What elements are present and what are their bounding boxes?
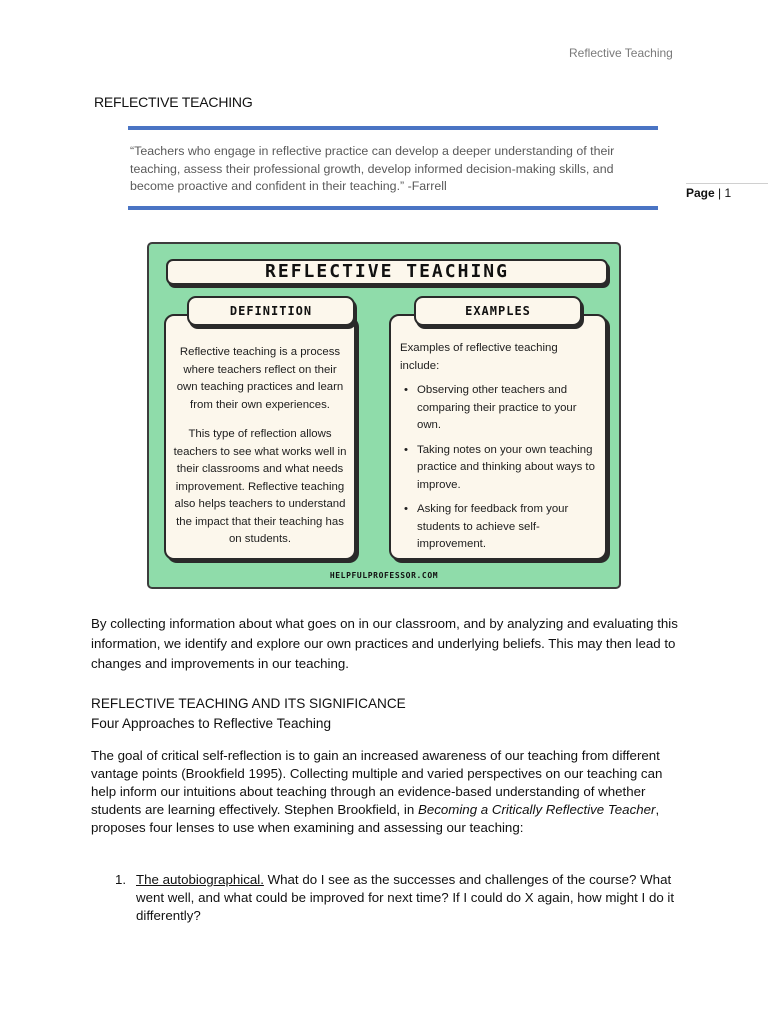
paragraph-text: The goal of critical self-reflection is to gain an increased awareness of our teaching from different vantage points (Brookfield 1995). Collecting multiple and varied perspectives on our teaching can help inform our intuitions about teaching through an evidence-based understanding of whether students are learning effectively. Stephen Brookfield, in — [91, 748, 663, 817]
paragraph-critical-self-reflection — [91, 747, 681, 837]
definition-panel — [164, 314, 356, 560]
list-item — [115, 871, 690, 925]
lens-title: The autobiographical. — [136, 872, 264, 887]
quote-block — [128, 126, 658, 210]
examples-list — [401, 382, 601, 561]
paragraph-collecting-information: By collecting information about what goes on in our classroom, and by analyzing and evaluating this information, we identify and explore our own practices and underlying beliefs. This may then lead to changes and improvements in our teaching. — [91, 616, 678, 671]
lens-text: What do I see as the successes and challenges of the course? What went well, and what could be improved for next time? If I could do X again, how might I do it differently? — [136, 872, 675, 923]
quote-text: “Teachers who engage in reflective practice can develop a deeper understanding of their teaching, assess their professional growth, develop informed decision-making skills, and become proactive and confident in their teaching.” -Farrell — [130, 144, 615, 193]
page-number-value: 1 — [724, 186, 732, 200]
list-number: 1. — [115, 872, 127, 887]
book-title: Becoming a Critically Reflective Teacher — [417, 802, 656, 817]
examples-panel — [389, 314, 607, 560]
examples-heading: EXAMPLES — [414, 296, 582, 326]
definition-paragraph-1: Reflective teaching is a process where teachers reflect on their own teaching practices and learn from their own experiences. — [176, 346, 344, 411]
page-separator: | — [718, 186, 722, 200]
definition-paragraph-2: This type of reflection allows teachers to see what works well in their classrooms and what needs improvement. Reflective teaching also helps teachers to understand the impact that their teaching has on students. — [173, 428, 347, 545]
list-item: • Taking notes on your own teaching practice and thinking about ways to improve. — [401, 442, 601, 495]
paragraph-text: , proposes four lenses to use when examining and assessing our teaching: — [91, 802, 660, 835]
infographic-title: REFLECTIVE TEACHING — [166, 259, 608, 285]
list-item: • Asking for feedback from your students to achieve self-improvement. — [401, 501, 601, 554]
list-item: • Observing other teachers and comparing their practice to your own. — [401, 382, 601, 435]
section-subheading: Four Approaches to Reflective Teaching — [91, 716, 332, 731]
infographic-source: HELPFULPROFESSOR.COM — [329, 571, 439, 580]
examples-intro: Examples of reflective teaching include: — [400, 342, 558, 372]
document-title: REFLECTIVE TEACHING — [94, 94, 253, 110]
page-label: Page — [686, 186, 715, 200]
definition-heading: DEFINITION — [187, 296, 355, 326]
lens-description — [115, 871, 690, 925]
reflective-teaching-infographic — [147, 242, 621, 589]
running-header: Reflective Teaching — [569, 46, 673, 60]
section-heading: REFLECTIVE TEACHING AND ITS SIGNIFICANCE — [91, 696, 406, 711]
page-number — [686, 183, 768, 200]
